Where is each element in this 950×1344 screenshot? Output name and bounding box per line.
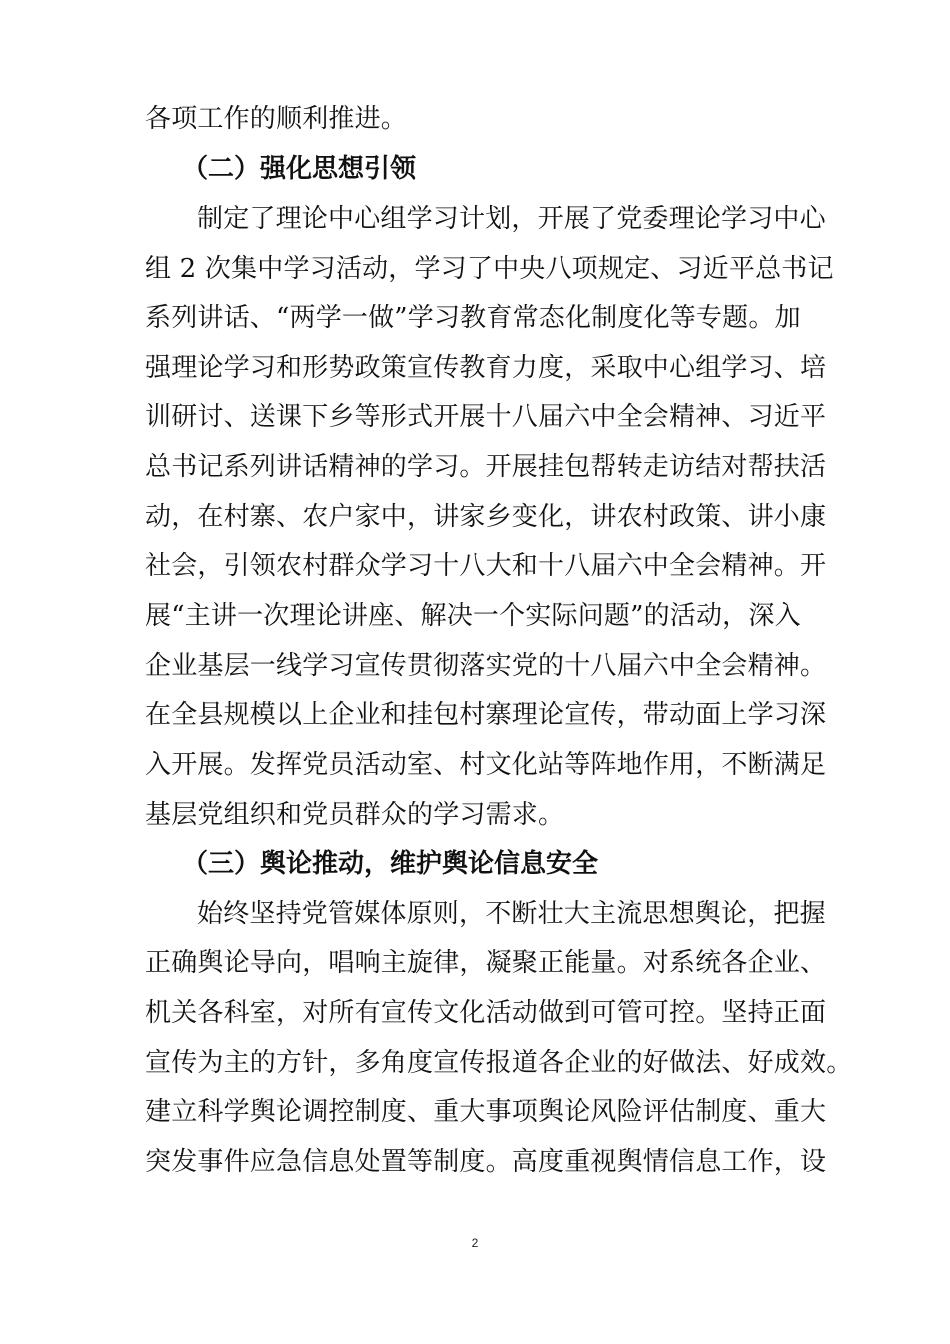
- paragraph-line: 各项工作的顺利推进。: [145, 104, 408, 134]
- paragraph-line: 基层党组织和党员群众的学习需求。: [145, 800, 565, 830]
- paragraph-line: 正确舆论导向，唱响主旋律，凝聚正能量。对系统各企业、: [145, 948, 827, 978]
- paragraph-line: 在全县规模以上企业和挂包村寨理论宣传，带动面上学习深: [145, 700, 827, 730]
- paragraph-line: 制定了理论中心组学习计划，开展了党委理论学习中心: [197, 204, 826, 234]
- paragraph-line: 动，在村寨、农户家中，讲家乡变化，讲农村政策、讲小康: [145, 502, 827, 532]
- paragraph-line: 始终坚持党管媒体原则，不断壮大主流思想舆论，把握: [197, 899, 826, 929]
- paragraph-line: 企业基层一线学习宣传贯彻落实党的十八届六中全会精神。: [145, 651, 827, 681]
- paragraph-line: 社会，引领农村群众学习十八大和十八届六中全会精神。开: [145, 551, 827, 581]
- page-number: 2: [471, 1236, 479, 1250]
- paragraph-line: 展“主讲一次理论讲座、解决一个实际问题”的活动，深入: [145, 601, 801, 631]
- paragraph-line: 训研讨、送课下乡等形式开展十八届六中全会精神、习近平: [145, 402, 827, 432]
- paragraph-line: 入开展。发挥党员活动室、村文化站等阵地作用，不断满足: [145, 750, 827, 780]
- paragraph-line: 突发事件应急信息处置等制度。高度重视舆情信息工作，设: [145, 1147, 827, 1177]
- section-heading-3: （三）舆论推动，维护舆论信息安全: [182, 849, 599, 879]
- paragraph-line: 机关各科室，对所有宣传文化活动做到可管可控。坚持正面: [145, 998, 827, 1028]
- paragraph-line: 强理论学习和形势政策宣传教育力度，采取中心组学习、培: [145, 353, 827, 383]
- paragraph-line: 建立科学舆论调控制度、重大事项舆论风险评估制度、重大: [145, 1097, 827, 1127]
- paragraph-line: 总书记系列讲话精神的学习。开展挂包帮转走访结对帮扶活: [145, 452, 827, 482]
- paragraph-line: 宣传为主的方针，多角度宣传报道各企业的好做法、好成效。: [145, 1048, 853, 1078]
- paragraph-line: 系列讲话、“两学一做”学习教育常态化制度化等专题。加: [145, 303, 801, 333]
- paragraph-line: 组 2 次集中学习活动，学习了中央八项规定、习近平总书记: [145, 254, 834, 284]
- section-heading-2: （二）强化思想引领: [182, 154, 417, 184]
